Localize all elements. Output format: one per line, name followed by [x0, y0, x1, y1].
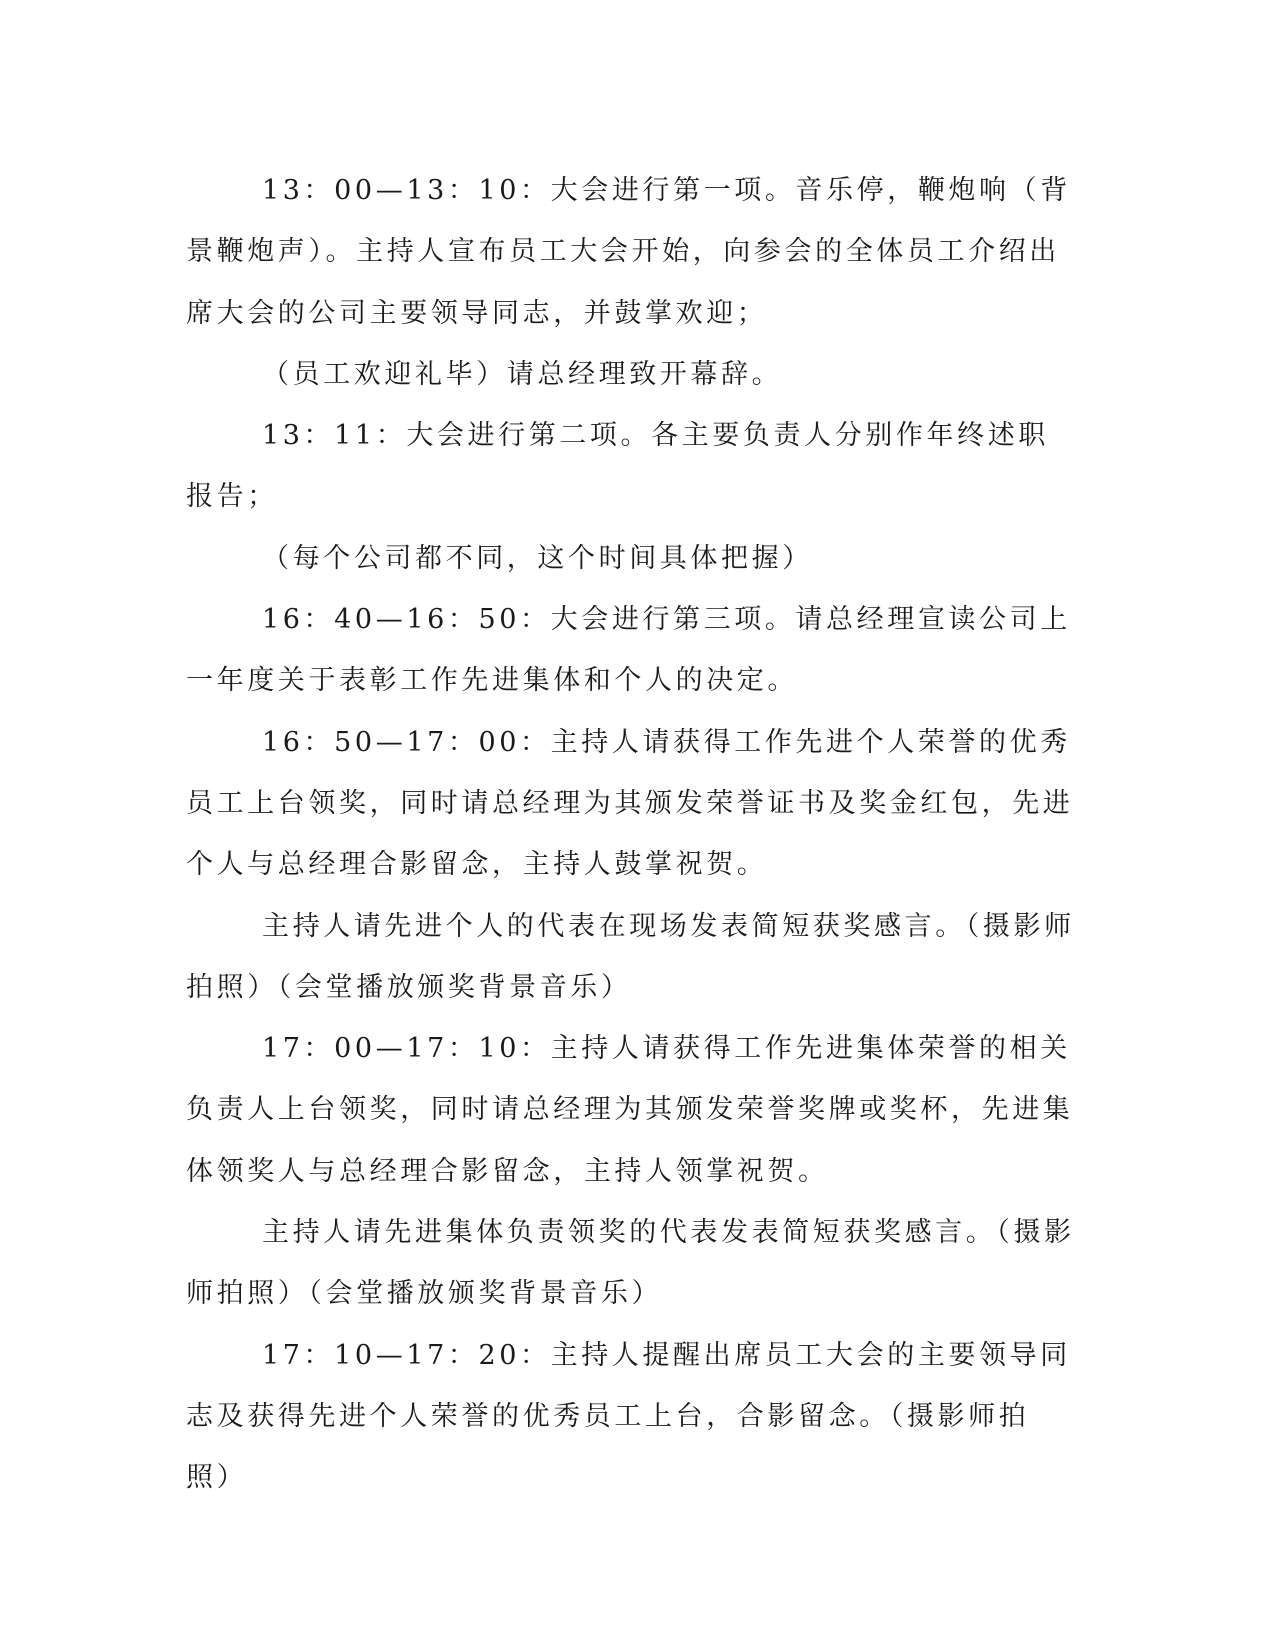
paragraph-note: （每个公司都不同，这个时间具体把握） [262, 542, 813, 574]
paragraph-group-speech: 主持人请先进集体负责领奖的代表发表简短获奖感言。（摄影师拍照）（会堂播放颁奖背景音乐） [186, 1217, 1075, 1310]
paragraph-individual-speech: 主持人请先进个人的代表在现场发表简短获奖感言。（摄影师拍照）（会堂播放颁奖背景音乐） [186, 910, 1075, 1003]
paragraph-group-photo: 17：10—17：20：主持人提醒出席员工大会的主要领导同志及获得先进个人荣誉的优秀员工上台，合影留念。（摄影师拍照） [186, 1339, 1071, 1494]
paragraph-welcome: （员工欢迎礼毕）请总经理致开幕辞。 [262, 358, 783, 390]
paragraph-item-two: 13：11：大会进行第二项。各主要负责人分别作年终述职报告； [186, 420, 1049, 513]
paragraph-item-three: 16：40—16：50：大会进行第三项。请总经理宣读公司上一年度关于表彰工作先进集体和个人的决定。 [186, 604, 1071, 697]
document-body [186, 160, 1076, 1509]
paragraph-group-awards: 17：00—17：10：主持人请获得工作先进集体荣誉的相关负责人上台领奖，同时请总经理为其颁发荣誉奖牌或奖杯，先进集体领奖人与总经理合影留念，主持人领掌祝贺。 [186, 1033, 1074, 1187]
paragraph-individual-awards: 16：50—17：00：主持人请获得工作先进个人荣誉的优秀员工上台领奖，同时请总经理为其颁发荣誉证书及奖金红包，先进个人与总经理合影留念，主持人鼓掌祝贺。 [186, 726, 1074, 881]
paragraph-opening: 13：00—13：10：大会进行第一项。音乐停，鞭炮响（背景鞭炮声）。主持人宣布员工大会开始，向参会的全体员工介绍出席大会的公司主要领导同志，并鼓掌欢迎； [186, 175, 1071, 329]
